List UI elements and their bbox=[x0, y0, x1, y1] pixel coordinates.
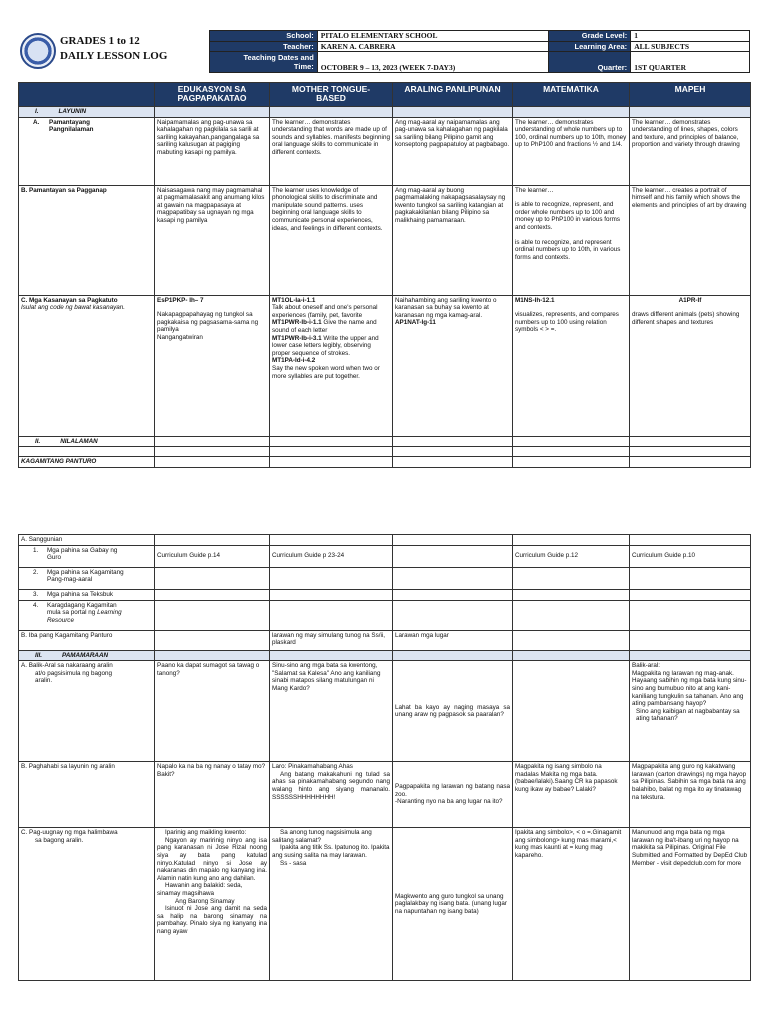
row-label-sanggunian: A. Sanggunian bbox=[19, 535, 155, 546]
cell-iba-ap: Larawan mga lugar bbox=[393, 630, 513, 650]
cell-balik-ap: Lahat ba kayo ay naging masaya sa unang araw ng pagpasok sa paaralan? bbox=[393, 661, 513, 762]
row-label-kagamitang-mag-aaral: 2. Mga pahina sa Kagamitang Pang-mag-aaral bbox=[19, 567, 155, 589]
section-layunin: I. LAYUNIN bbox=[19, 107, 155, 118]
col-header-esp: EDUKASYON SA PAGPAPAKATAO bbox=[155, 83, 270, 107]
quarter-value: 1ST QUARTER bbox=[631, 52, 750, 73]
lesson-log-header bbox=[18, 30, 750, 73]
row-label-pag-uugnay: C. Pag-uugnay ng mga halimbawa sa bagong aralin. bbox=[19, 828, 155, 981]
dates-label-line-1: Teaching Dates and bbox=[243, 52, 314, 62]
school-value: PITALO ELEMENTARY SCHOOL bbox=[317, 31, 549, 42]
cell-balik-mapeh: Balik-aral: Magpakita ng larawan ng mag-anak. Hayaang sabihin ng mga bata kung sinu-sino ang bumubuo nito at ang kani-kaniliang tungkulin sa tahanan. Ano ang ating pambansang hayop? Sino ang kaibigan at nagbabantay sa ating tahanan? bbox=[630, 661, 751, 762]
cell-paghahabi-ap: Pagpapakita ng larawan ng batang nasa zoo. -Naranting nyo na ba ang lugar na ito? bbox=[393, 762, 513, 828]
section-nilalaman: II. NILALAMAN bbox=[19, 436, 155, 447]
cell-cg-mapeh: Curriculum Guide p.10 bbox=[630, 545, 751, 567]
cell-paghahabi-math: Magpakita ng isang simbolo na madalas Makita ng mga bata. (babae/lalaki).Saang CR ka papasok kung ikaw ay babae? Lalaki? bbox=[513, 762, 630, 828]
cell-iba-mtb: larawan ng may simulang tunog na Ss/ii, plaskard bbox=[270, 630, 393, 650]
teacher-value: KAREN A. CABRERA bbox=[317, 41, 549, 52]
cell-a-esp: Naipamamalas ang pag-unawa sa kahalagahan ng pagkilala sa sarili at sariling kakayahan,pangangalaga sa sariling kalusugan at pagiging mabuting kasapi ng pamilya. bbox=[155, 117, 270, 185]
school-label: School: bbox=[210, 31, 318, 42]
cell-c-math: M1NS-Ih-12.1 visualizes, represents, and compares numbers up to 100 using relation symbols < > =. bbox=[513, 295, 630, 436]
row-label-pamantayang-pangnilalaman: A. Pamantayang Pangnilalaman bbox=[19, 117, 155, 185]
title-line-2: DAILY LESSON LOG bbox=[60, 50, 168, 62]
cell-c-mapeh: A1PR-If draws different animals (pets) showing different shapes and textures bbox=[630, 295, 751, 436]
section-pamamaraan: III. PAMAMARAAN bbox=[19, 650, 155, 661]
cell-balik-esp: Paano ka dapat sumagot sa tawag o tanong? bbox=[155, 661, 270, 762]
objectives-table bbox=[18, 82, 751, 468]
cell-balik-mtb: Sinu-sino ang mga bata sa kwentong, "Salamat sa Kalesa" Ano ang kaniliang sinabi matapos silang matulungan ni Mang Kardo? bbox=[270, 661, 393, 762]
dates-label-line-2: Time: bbox=[293, 62, 314, 72]
cell-b-mapeh: The learner… creates a portrait of himself and his family which shows the elements and principles of art by drawing bbox=[630, 185, 751, 295]
document-title bbox=[60, 34, 167, 64]
col-header-ap: ARALING PANLIPUNAN bbox=[393, 83, 513, 107]
procedures-table bbox=[18, 534, 751, 981]
cell-cg-esp: Curriculum Guide p.14 bbox=[155, 545, 270, 567]
cell-cg-mtb: Curriculum Guide p 23-24 bbox=[270, 545, 393, 567]
title-line-1: GRADES 1 to 12 bbox=[60, 35, 140, 47]
cell-b-esp: Naisasagawa nang may pagmamahal at pagmamalasakit ang anumang kilos at gawain na magpapasaya at magpapatibay sa ugnayan ng mga kasapi ng pamilya bbox=[155, 185, 270, 295]
cell-b-mtb: The learner uses knowledge of phonological skills to discriminate and manipulate sound patterns. uses beginning oral language skills to communicate personal experiences, ideas, and feelings in different contexts. bbox=[270, 185, 393, 295]
cell-b-ap: Ang mag-aaral ay buong pagmamalaking nakapagsasalaysay ng kwento tungkol sa sariling katangian at pagkakakilanlan bilang Pilipino sa malikhaing pamamaraan. bbox=[393, 185, 513, 295]
area-value: ALL SUBJECTS bbox=[631, 41, 750, 52]
teacher-label: Teacher: bbox=[210, 41, 318, 52]
header-info-table bbox=[209, 30, 750, 73]
cell-c-mtb: MT1OL-Ia-i-1.1 Talk about oneself and one's personal experiences (family, pet, favorite MT1PWR-Ib-i-1.1 Give the name and sound of each letter MT1PWR-Ib-i-3.1 Write the upper and lower case letters legibly, observing proper sequence of strokes. MT1PA-Id-i-4.2 Say the new spoken word when two or more syllables are put together. bbox=[270, 295, 393, 436]
cell-a-mtb: The learner… demonstrates understanding that words are made up of sounds and syllables. manifests beginning oral language skills to communicate in different contexts. bbox=[270, 117, 393, 185]
cell-c-ap: Naihahambing ang sariling kwento o karanasan sa buhay sa kwento at karanasan ng mga kamag-aral. AP1NAT-Ig-11 bbox=[393, 295, 513, 436]
cell-c-esp: EsP1PKP- Ih– 7 Nakapagpapahayag ng tungkol sa pagkakaisa ng pagsasama-sama ng pamilya Nangangatwiran bbox=[155, 295, 270, 436]
cell-paghahabi-esp: Napalo ka na ba ng nanay o tatay mo? Bakit? bbox=[155, 762, 270, 828]
col-header-math: MATEMATIKA bbox=[513, 83, 630, 107]
cell-paghahabi-mapeh: Magpapakita ang guro ng kakatwang larawan (carton drawings) ng mga hayop sa Pilipinas. Sabihin sa mga bata na ang balahibo, balat ng mga ito ay tinatawag na tekstura. bbox=[630, 762, 751, 828]
dates-value: OCTOBER 9 – 13, 2023 (WEEK 7-DAY3) bbox=[317, 52, 549, 73]
row-label-pamantayan-sa-pagganap: B. Pamantayan sa Pagganap bbox=[19, 185, 155, 295]
row-label-balik-aral: A. Balik-Aral sa nakaraang aralin at/o pagsisimula ng bagong aralin. bbox=[19, 661, 155, 762]
cell-pag-uugnay-ap: Magkwento ang guro tungkol sa unang paglalakbay ng isang bata. (unang lugar na napuntahan ng isang bata) bbox=[393, 828, 513, 981]
col-header-mapeh: MAPEH bbox=[630, 83, 751, 107]
row-label-kasanayan: C. Mga Kasanayan sa Pagkatuto Isulat ang code ng bawat kasanayan. bbox=[19, 295, 155, 436]
cell-pag-uugnay-esp: Iparinig ang maikling kwento: Ngayon ay maririnig ninyo ang isa pang karanasan ni Jose Rizal noong siya ay bata pang katulad ninyo.Katulad ninyo si Jose ay nakaranas din mapalo ng kanyang ina. Alamin natin kung ano ang dahilan. Hawanin ang balakid: seda, sinamay magsihawa Ang Barong Sinamay Isinuot ni Jose ang damit na seda sa halip na barong sinamay na pambahay. Pinalo siya ng kanyang ina nang ayaw bbox=[155, 828, 270, 981]
row-label-teksbuk: 3. Mga pahina sa Teksbuk bbox=[19, 589, 155, 600]
cell-pag-uugnay-math: Ipakita ang simbolo>, < o =.Ginagamit ang simbolong> kung mas marami,< kung mas kaunti at = kung mag kapareho. bbox=[513, 828, 630, 981]
row-label-gabay-guro: 1. Mga pahina sa Gabay ng Guro bbox=[19, 545, 155, 567]
area-label: Learning Area: bbox=[549, 41, 631, 52]
grade-value: 1 bbox=[631, 31, 750, 42]
deped-seal-icon bbox=[20, 33, 56, 69]
corner-cell bbox=[19, 83, 155, 107]
cell-pag-uugnay-mtb: Sa anong tunog nagsisimula ang salitang salamat? Ipakita ang titik Ss. Ipatunog ito. Ipakita ang susing salita na may larawan. Ss - sasa bbox=[270, 828, 393, 981]
cell-b-math: The learner… is able to recognize, represent, and order whole numbers up to 100 and money up to PhP100 in various forms and contexts. is able to recognize, and represent ordinal numbers up to 10th, in various forms and contexts. bbox=[513, 185, 630, 295]
row-label-paghahabi: B. Paghahabi sa layunin ng aralin bbox=[19, 762, 155, 828]
quarter-label: Quarter: bbox=[549, 52, 631, 73]
cell-a-mapeh: The learner… demonstrates understanding of lines, shapes, colors and texture, and principles of balance, proportion and variety through drawing bbox=[630, 117, 751, 185]
cell-pag-uugnay-mapeh: Manunuod ang mga bata ng mga larawan ng iba't-ibang uri ng hayop na makikita sa Pilipinas. Original File Submitted and Formatted by DepEd Club Member - visit depedclub.com for more bbox=[630, 828, 751, 981]
cell-paghahabi-mtb: Laro: Pinakamahabang Ahas Ang batang makakahuni ng tulad sa ahas sa pinakamahabang segundo nang walang hinto ang siyang mananalo. SSSSSSHHHHHHHH! bbox=[270, 762, 393, 828]
grade-label: Grade Level: bbox=[549, 31, 631, 42]
col-header-mtb: MOTHER TONGUE- BASED bbox=[270, 83, 393, 107]
row-label-iba-pang-kagamitan: B. Iba pang Kagamitang Panturo bbox=[19, 630, 155, 650]
row-label-karagdagang-kagamitan: 4. Karagdagang Kagamitan mula sa portal ng Learning Resource bbox=[19, 600, 155, 630]
section-kagamitang-panturo: KAGAMITANG PANTURO bbox=[19, 457, 155, 468]
dates-label bbox=[210, 52, 318, 73]
cell-cg-math: Curriculum Guide p.12 bbox=[513, 545, 630, 567]
cell-a-ap: Ang mag-aaral ay naipamamalas ang pag-unawa sa kahalagahan ng pagkilala sa sariling bilang Pilipino gamit ang konseptong pagpapatuloy at pagbabago. bbox=[393, 117, 513, 185]
cell-a-math: The learner… demonstrates understanding of whole numbers up to 100, ordinal numbers up to 10th, money up to PhP100 and fractions ½ and 1/4. bbox=[513, 117, 630, 185]
